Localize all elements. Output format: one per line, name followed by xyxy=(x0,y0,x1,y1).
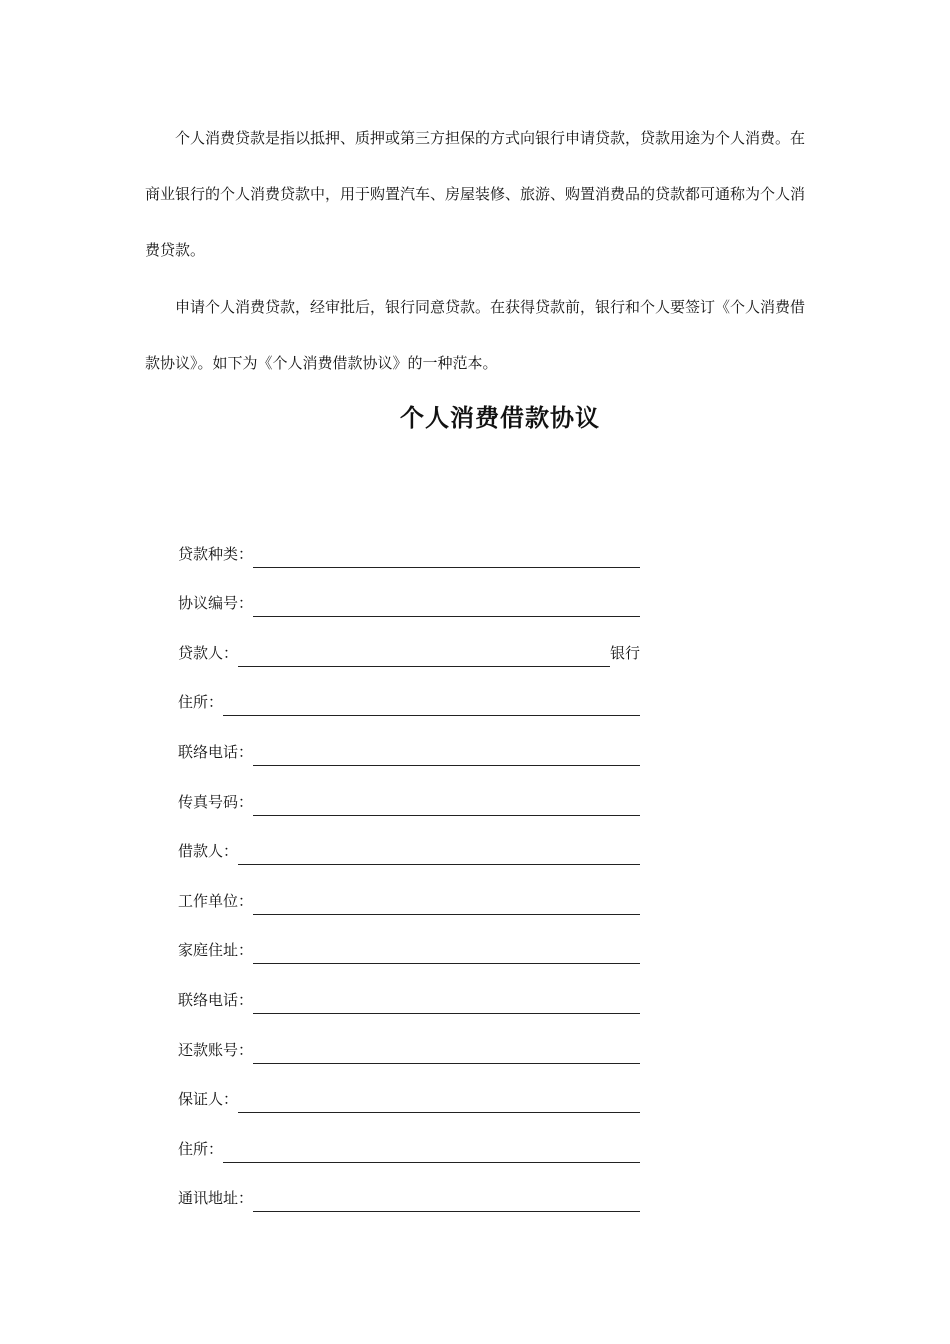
field-blank-line[interactable] xyxy=(253,989,640,1014)
field-repayment-account xyxy=(178,1014,640,1064)
field-blank-line[interactable] xyxy=(253,592,640,617)
intro-paragraph-1: 个人消费贷款是指以抵押、质押或第三方担保的方式向银行申请贷款，贷款用途为个人消费。在商业银行的个人消费贷款中，用于购置汽车、房屋装修、旅游、购置消费品的贷款都可通称为个人消费贷款。 xyxy=(145,129,806,259)
field-label: 工作单位： xyxy=(178,891,254,910)
field-label: 贷款人： xyxy=(178,643,239,662)
field-borrower-phone xyxy=(178,964,640,1014)
field-guarantor-address xyxy=(178,1113,640,1163)
field-label: 协议编号： xyxy=(178,594,254,613)
field-fax-number xyxy=(178,766,640,816)
field-suffix: 银行 xyxy=(609,643,640,662)
field-blank-line[interactable] xyxy=(253,791,640,816)
field-blank-line[interactable] xyxy=(253,543,640,568)
form-fields xyxy=(178,518,640,1212)
field-label: 贷款种类： xyxy=(178,544,254,563)
field-guarantor xyxy=(178,1064,640,1114)
field-label: 通讯地址： xyxy=(178,1189,254,1208)
field-blank-line[interactable] xyxy=(238,1088,640,1113)
field-label: 保证人： xyxy=(178,1090,239,1109)
field-blank-line[interactable] xyxy=(253,741,640,766)
field-blank-line[interactable] xyxy=(253,1039,640,1064)
field-blank-line[interactable] xyxy=(253,1187,640,1212)
field-agreement-number xyxy=(178,568,640,618)
field-lender-address xyxy=(178,667,640,717)
field-loan-type xyxy=(178,518,640,568)
field-blank-line[interactable] xyxy=(223,1138,640,1163)
intro-paragraph-2: 申请个人消费贷款，经审批后，银行同意贷款。在获得贷款前，银行和个人要签订《个人消费借款协议》。如下为《个人消费借款协议》的一种范本。 xyxy=(145,298,806,372)
field-label: 住所： xyxy=(178,1139,224,1158)
field-blank-line[interactable] xyxy=(253,890,640,915)
field-lender-phone xyxy=(178,716,640,766)
field-employer xyxy=(178,865,640,915)
field-label: 联络电话： xyxy=(178,742,254,761)
field-blank-line[interactable] xyxy=(223,691,640,716)
field-label: 借款人： xyxy=(178,842,239,861)
field-mailing-address xyxy=(178,1163,640,1213)
field-home-address xyxy=(178,915,640,965)
field-label: 联络电话： xyxy=(178,990,254,1009)
field-label: 住所： xyxy=(178,693,224,712)
agreement-title: 个人消费借款协议 xyxy=(400,404,600,432)
field-blank-line[interactable] xyxy=(238,642,610,667)
field-label: 还款账号： xyxy=(178,1040,254,1059)
field-label: 家庭住址： xyxy=(178,941,254,960)
field-blank-line[interactable] xyxy=(238,840,640,865)
field-blank-line[interactable] xyxy=(253,939,640,964)
field-borrower xyxy=(178,816,640,866)
field-lender xyxy=(178,617,640,667)
field-label: 传真号码： xyxy=(178,792,254,811)
